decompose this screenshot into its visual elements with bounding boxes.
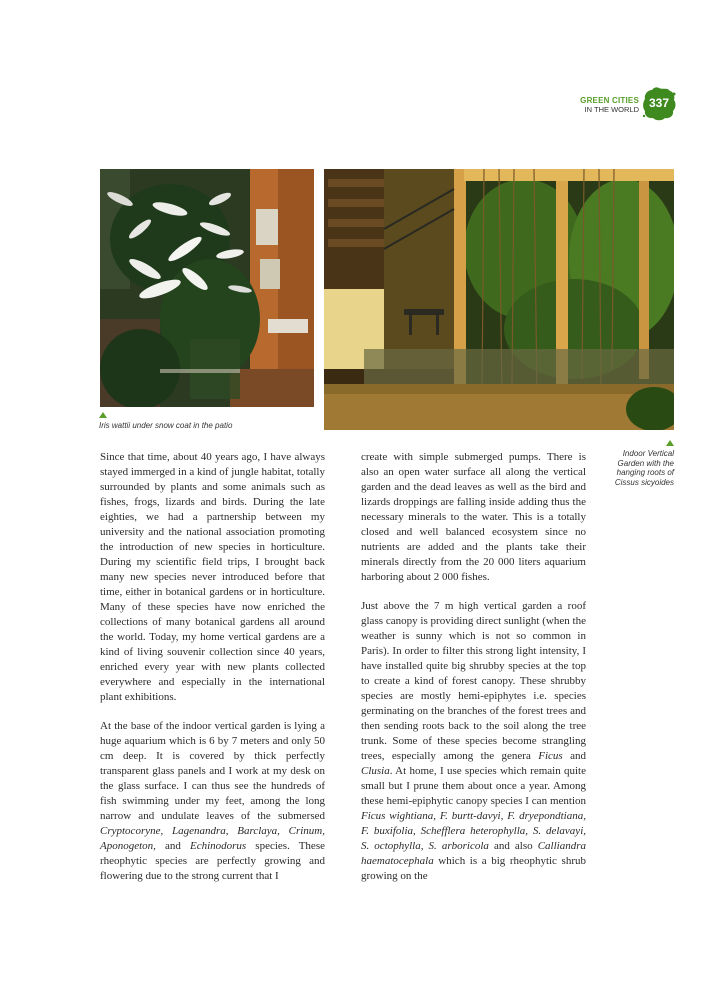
section-title	[580, 96, 639, 114]
indoor-garden-image	[324, 169, 674, 430]
paragraph: Since that time, about 40 years ago, I have always stayed immerged in a kind of jungle habitat, totally surrounded by plants and some animals such as fishes, frogs, lizards and birds. During the late eighties, we had a partnership between my university and the national association promoting the introduction of new species in horticulture. During my scientific field trips, I brought back many new species never introduced before that time, either in botanical gardens or in horticulture. Many of these species have now enriched the collections of many botanical gardens all around the world. Today, my home vertical gardens are a kind of living souvenir collection since 40 years, enriched every year with new plants collected everywhere and especially in the international plant exhibitions.	[100, 451, 325, 703]
section-title-line2: IN THE WORLD	[584, 105, 639, 114]
paragraph: At the base of the indoor vertical garden is lying a huge aquarium which is 6 by 7 meters and only 50 cm deep. It is covered by thick perfectly transparent glass panels and I work at my desk on the glass surface. I can thus see the hundreds of fish swimming under my feet, among the long narrow and undulate leaves of the submersed Cryptocoryne, Lagenandra, Barclaya, Crinum, Aponogeton, and Echinodorus species. These rheophytic species are perfectly growing and flowering due to the strong current that I	[100, 720, 325, 882]
caption-right-line: Cissus sicyoides	[614, 477, 674, 487]
caption-marker-icon	[666, 440, 674, 446]
caption-right	[602, 449, 674, 487]
patio-snow-image	[100, 169, 314, 407]
caption-left: Iris wattii under snow coat in the patio	[99, 421, 233, 430]
caption-right-line: Indoor Vertical	[622, 449, 674, 458]
page-number: 337	[648, 96, 670, 110]
caption-marker-icon	[99, 412, 107, 418]
caption-right-line: hanging roots of	[616, 468, 674, 477]
indoor-vertical-garden-photo	[324, 169, 674, 430]
body-column-right	[361, 450, 586, 898]
body-column-left	[100, 450, 325, 898]
paragraph: create with simple submerged pumps. There is also an open water surface all along the vertical garden and the dead leaves as well as the bird and lizards droppings are falling inside adding thus the necessary minerals to the water. This is a totally closed and well balanced ecosystem since no nutrients are added and the plants take their minerals directly from the 20 000 liters aquarium harboring about 2 000 fishes.	[361, 451, 586, 583]
caption-right-line: Garden with the	[617, 458, 674, 468]
section-title-line1: GREEN CITIES	[580, 96, 639, 105]
page-header	[547, 86, 677, 126]
patio-snow-photo	[100, 169, 314, 407]
paragraph: Just above the 7 m high vertical garden a roof glass canopy is providing direct sunlight (when the weather is sunny which is not so common in Paris). In order to filter this strong light intensity, I have installed quite big shrubby species at the top to create a kind of forest canopy. These shrubby species are mostly hemi-epiphytes i.e. species germinating on the branches of the forest trees and then sending roots back to the soil along the tree trunk. Some of these species become strangling trees, especially among the genera Ficus and Clusia. At home, I use species which remain quite small but I prune them about once a year. Among these hemi-epiphytic canopy species I can mention Ficus wightiana, F. burtt-davyi, F. dryepondtiana, F. buxifolia, Schefflera heterophylla, S. delavayi, S. octophylla, S. arboricola and also Calliandra haematocephala which is a big rheophytic shrub growing on the	[361, 600, 586, 882]
